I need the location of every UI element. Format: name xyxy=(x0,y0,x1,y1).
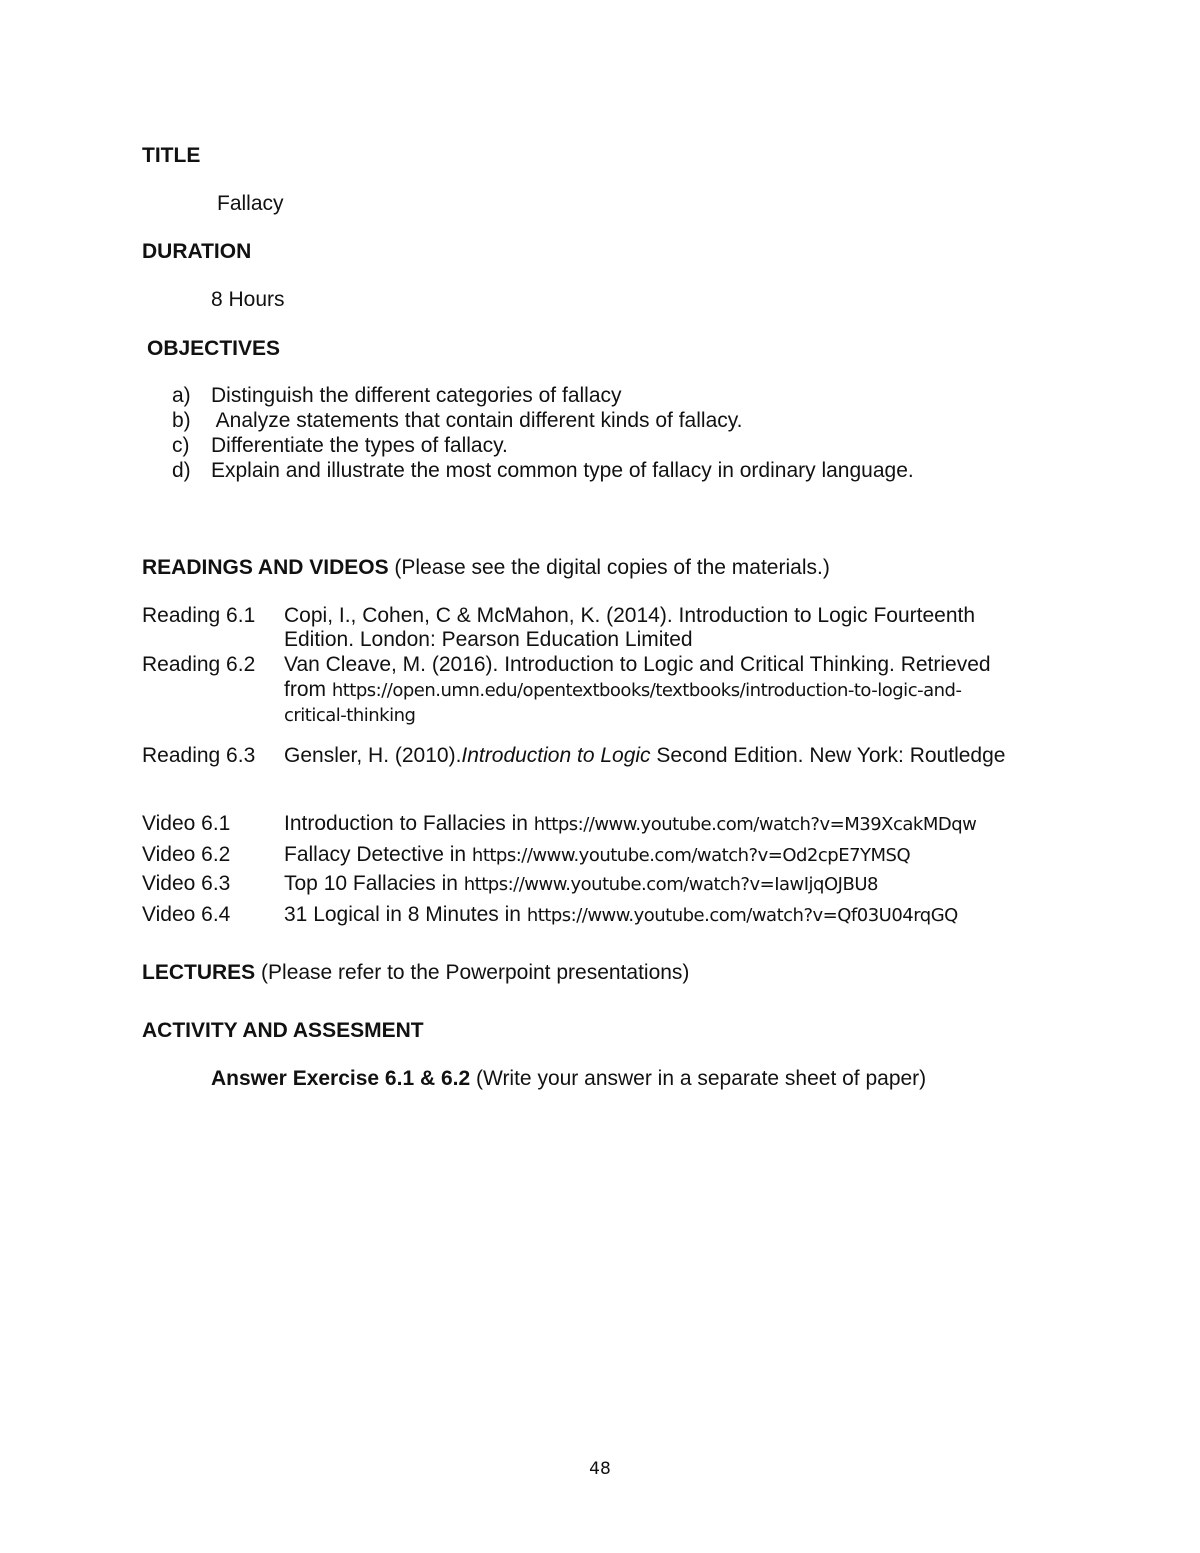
video-description xyxy=(284,872,878,896)
objective-text: Analyze statements that contain different kinds of fallacy. xyxy=(211,409,743,432)
readings-note: (Please see the digital copies of the materials.) xyxy=(388,556,830,579)
reading-citation xyxy=(284,744,1005,768)
title-heading: TITLE xyxy=(142,144,201,167)
video-label: Video 6.3 xyxy=(142,872,231,895)
activity-heading: ACTIVITY AND ASSESMENT xyxy=(142,1019,424,1042)
reading-book-title: Introduction to Logic xyxy=(461,744,651,767)
reading-label: Reading 6.3 xyxy=(142,744,256,767)
duration-heading: DURATION xyxy=(142,240,252,263)
lectures-line xyxy=(142,961,689,985)
title-value: Fallacy xyxy=(217,192,284,215)
duration-value: 8 Hours xyxy=(211,288,285,311)
objective-text: Distinguish the different categories of fallacy xyxy=(211,384,622,407)
video-link[interactable]: https://www.youtube.com/watch?v=Od2cpE7YMSQ xyxy=(471,845,911,866)
video-description xyxy=(284,843,910,867)
video-label: Video 6.4 xyxy=(142,903,231,926)
reading-citation: Copi, I., Cohen, C & McMahon, K. (2014). Introduction to Logic Fourteenth xyxy=(284,604,976,627)
video-description xyxy=(284,812,976,836)
reading-from-text: from xyxy=(284,678,332,701)
activity-line xyxy=(211,1067,926,1091)
reading-link[interactable]: https://open.umn.edu/opentextbooks/textbooks/introduction-to-logic-and- xyxy=(331,680,962,701)
reading-label: Reading 6.2 xyxy=(142,653,256,676)
lectures-heading: LECTURES xyxy=(142,961,256,984)
readings-heading-line xyxy=(142,556,830,580)
reading-link-cont[interactable]: critical-thinking xyxy=(284,705,416,726)
objective-text: Explain and illustrate the most common type of fallacy in ordinary language. xyxy=(211,459,914,482)
objective-letter: c) xyxy=(172,434,190,457)
video-link[interactable]: https://www.youtube.com/watch?v=IawIjqOJBU8 xyxy=(463,874,878,895)
video-label: Video 6.2 xyxy=(142,843,231,866)
video-title: Introduction to Fallacies in xyxy=(284,812,534,835)
video-description xyxy=(284,903,958,927)
page-number: 48 xyxy=(589,1459,611,1479)
video-link[interactable]: https://www.youtube.com/watch?v=M39XcakMDqw xyxy=(533,814,977,835)
activity-note: (Write your answer in a separate sheet of paper) xyxy=(470,1067,927,1090)
video-title: Top 10 Fallacies in xyxy=(284,872,464,895)
objective-letter: a) xyxy=(172,384,191,407)
reading-label: Reading 6.1 xyxy=(142,604,256,627)
reading-citation-cont xyxy=(284,678,961,702)
video-label: Video 6.1 xyxy=(142,812,231,835)
lectures-note: (Please refer to the Powerpoint presentations) xyxy=(255,961,690,984)
objective-letter: d) xyxy=(172,459,191,482)
reading-citation-cont: Edition. London: Pearson Education Limited xyxy=(284,628,693,651)
objective-text: Differentiate the types of fallacy. xyxy=(211,434,508,457)
video-title: Fallacy Detective in xyxy=(284,843,472,866)
readings-heading: READINGS AND VIDEOS xyxy=(142,556,389,579)
reading-citation: Van Cleave, M. (2016). Introduction to Logic and Critical Thinking. Retrieved xyxy=(284,653,991,676)
activity-exercise: Answer Exercise 6.1 & 6.2 xyxy=(211,1067,471,1090)
video-link[interactable]: https://www.youtube.com/watch?v=Qf03U04rqGQ xyxy=(526,905,958,926)
video-title: 31 Logical in 8 Minutes in xyxy=(284,903,527,926)
reading-author: Gensler, H. (2010). xyxy=(284,744,462,767)
objectives-heading: OBJECTIVES xyxy=(147,337,281,360)
objective-letter: b) xyxy=(172,409,191,432)
reading-publisher: Second Edition. New York: Routledge xyxy=(650,744,1006,767)
